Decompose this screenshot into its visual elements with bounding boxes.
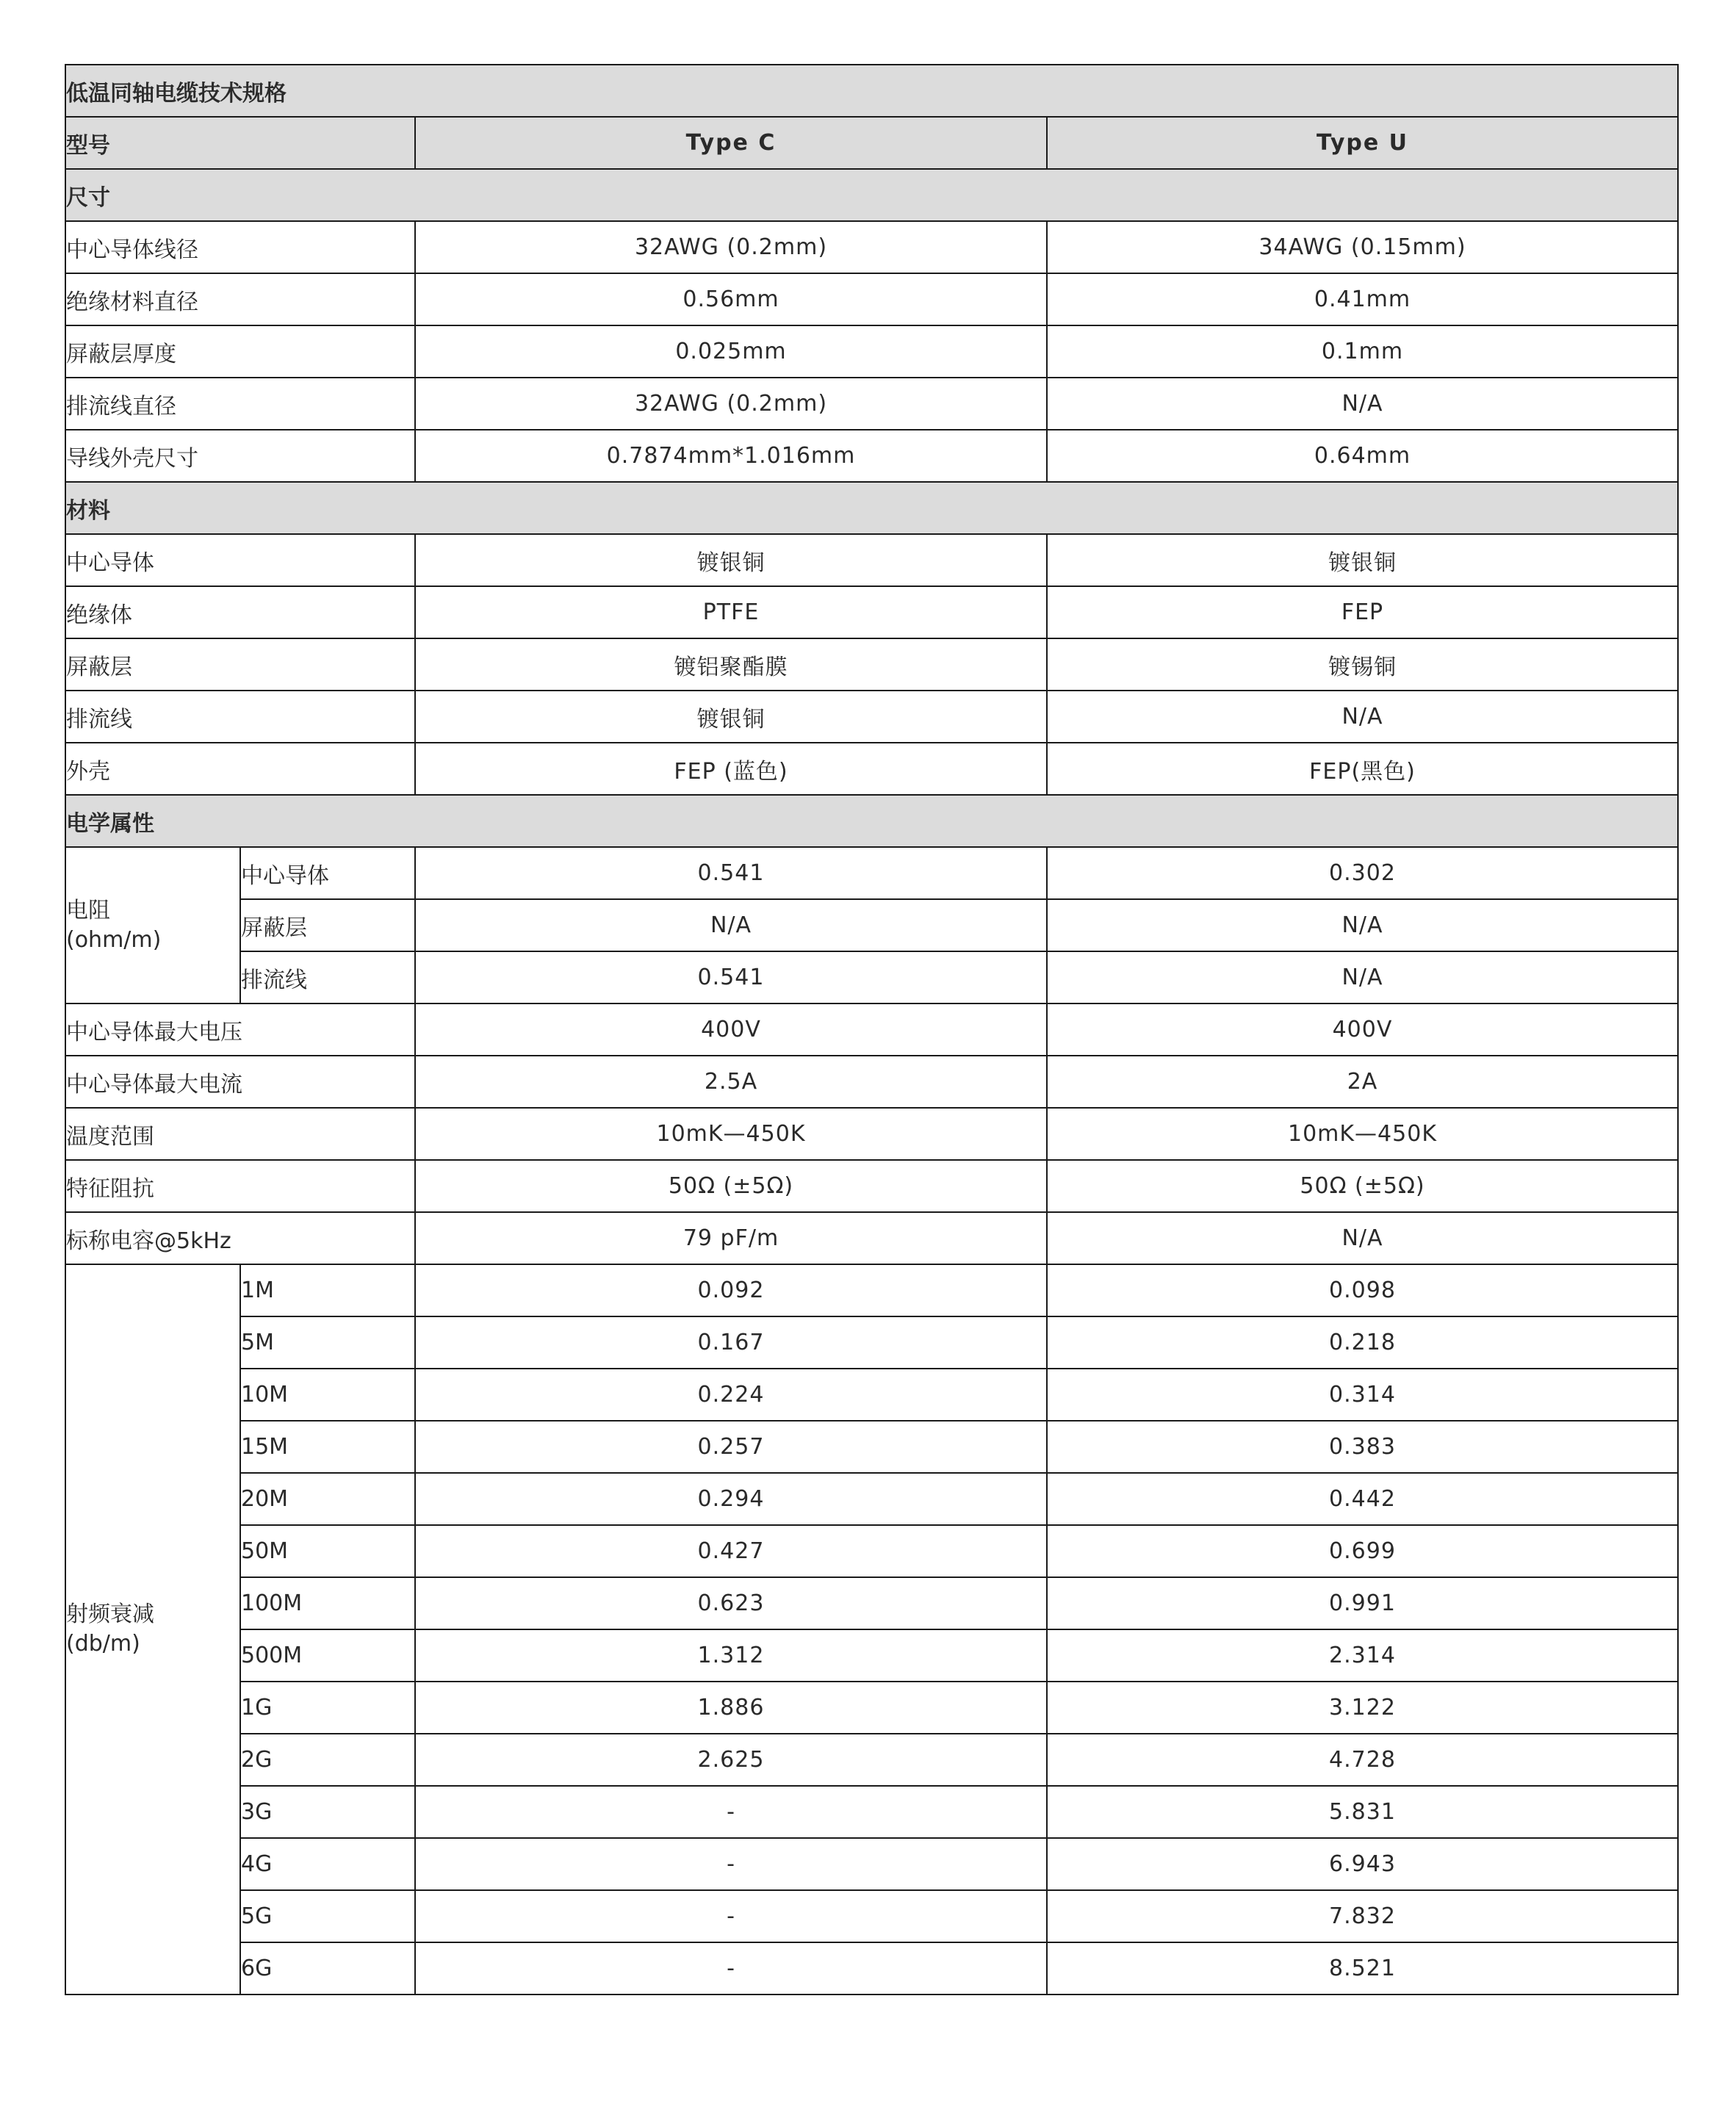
type-u-value: 8.521 — [1047, 1942, 1678, 1995]
attenuation-row — [65, 1942, 1678, 1995]
resistance-label-name: 电阻 — [66, 897, 110, 923]
type-c-value: 0.224 — [415, 1369, 1047, 1421]
resistance-sub-label: 中心导体 — [240, 847, 415, 899]
type-u-value: N/A — [1047, 691, 1678, 743]
type-u-value: 50Ω (±5Ω) — [1047, 1160, 1678, 1212]
attenuation-label-name: 射频衰减 — [66, 1601, 154, 1627]
resistance-row — [65, 951, 1678, 1003]
row-label: 绝缘材料直径 — [65, 273, 415, 325]
attenuation-label-unit: (db/m) — [66, 1631, 140, 1657]
type-u-value: 7.832 — [1047, 1890, 1678, 1942]
attenuation-sub-label: 6G — [240, 1942, 415, 1995]
dimension-row — [65, 430, 1678, 482]
type-c-value: 0.427 — [415, 1525, 1047, 1577]
table-title: 低温同轴电缆技术规格 — [65, 65, 1678, 117]
row-label: 屏蔽层 — [65, 638, 415, 691]
type-c-value: 0.541 — [415, 847, 1047, 899]
type-c-value: 镀银铜 — [415, 691, 1047, 743]
type-u-value: 2A — [1047, 1056, 1678, 1108]
type-u-value: 0.699 — [1047, 1525, 1678, 1577]
attenuation-row — [65, 1682, 1678, 1734]
attenuation-sub-label: 3G — [240, 1786, 415, 1838]
type-u-value: 镀银铜 — [1047, 534, 1678, 586]
row-label: 导线外壳尺寸 — [65, 430, 415, 482]
attenuation-row — [65, 1838, 1678, 1890]
material-row — [65, 534, 1678, 586]
type-c-value: - — [415, 1890, 1047, 1942]
electrical-row — [65, 1160, 1678, 1212]
type-c-value: 0.7874mm*1.016mm — [415, 430, 1047, 482]
attenuation-sub-label: 50M — [240, 1525, 415, 1577]
type-c-value: 镀铝聚酯膜 — [415, 638, 1047, 691]
electrical-row — [65, 1003, 1678, 1056]
type-c-value: 0.092 — [415, 1264, 1047, 1316]
attenuation-row — [65, 1369, 1678, 1421]
title-row — [65, 65, 1678, 117]
type-c-value: 79 pF/m — [415, 1212, 1047, 1264]
dimension-row — [65, 378, 1678, 430]
section-title-electrical: 电学属性 — [65, 795, 1678, 847]
type-u-value: 0.442 — [1047, 1473, 1678, 1525]
dimension-row — [65, 273, 1678, 325]
attenuation-row — [65, 1786, 1678, 1838]
type-u-value: 0.383 — [1047, 1421, 1678, 1473]
type-c-value: 400V — [415, 1003, 1047, 1056]
attenuation-row — [65, 1421, 1678, 1473]
attenuation-sub-label: 500M — [240, 1629, 415, 1682]
type-c-value: - — [415, 1786, 1047, 1838]
type-c-value: 0.623 — [415, 1577, 1047, 1629]
resistance-row — [65, 899, 1678, 951]
row-label: 屏蔽层厚度 — [65, 325, 415, 378]
header-row — [65, 117, 1678, 169]
section-row-dimensions — [65, 169, 1678, 221]
type-c-value: 50Ω (±5Ω) — [415, 1160, 1047, 1212]
type-c-value: - — [415, 1942, 1047, 1995]
type-c-value: FEP (蓝色) — [415, 743, 1047, 795]
attenuation-group-label — [65, 1264, 240, 1995]
type-u-value: 5.831 — [1047, 1786, 1678, 1838]
material-row — [65, 743, 1678, 795]
type-u-value: 6.943 — [1047, 1838, 1678, 1890]
type-c-value: 0.56mm — [415, 273, 1047, 325]
resistance-sub-label: 屏蔽层 — [240, 899, 415, 951]
section-title-dimensions: 尺寸 — [65, 169, 1678, 221]
row-label: 特征阻抗 — [65, 1160, 415, 1212]
attenuation-sub-label: 20M — [240, 1473, 415, 1525]
type-u-value: N/A — [1047, 951, 1678, 1003]
type-u-value: 0.41mm — [1047, 273, 1678, 325]
attenuation-row — [65, 1577, 1678, 1629]
type-c-value: 0.294 — [415, 1473, 1047, 1525]
attenuation-row — [65, 1473, 1678, 1525]
type-u-value: 0.218 — [1047, 1316, 1678, 1369]
material-row — [65, 691, 1678, 743]
spec-table-body — [65, 65, 1678, 1995]
spec-table — [65, 64, 1679, 1995]
section-row-electrical — [65, 795, 1678, 847]
dimension-row — [65, 325, 1678, 378]
resistance-row — [65, 847, 1678, 899]
electrical-row — [65, 1108, 1678, 1160]
attenuation-sub-label: 5G — [240, 1890, 415, 1942]
type-c-value: 32AWG (0.2mm) — [415, 378, 1047, 430]
type-c-value: 2.5A — [415, 1056, 1047, 1108]
attenuation-sub-label: 1G — [240, 1682, 415, 1734]
attenuation-sub-label: 100M — [240, 1577, 415, 1629]
type-u-value: 0.991 — [1047, 1577, 1678, 1629]
type-u-header: Type U — [1047, 117, 1678, 169]
material-row — [65, 586, 1678, 638]
type-c-value: 0.167 — [415, 1316, 1047, 1369]
type-u-value: 2.314 — [1047, 1629, 1678, 1682]
row-label: 中心导体最大电压 — [65, 1003, 415, 1056]
dimension-row — [65, 221, 1678, 273]
type-u-value: 400V — [1047, 1003, 1678, 1056]
material-row — [65, 638, 1678, 691]
type-u-value: FEP(黑色) — [1047, 743, 1678, 795]
type-c-value: 1.886 — [415, 1682, 1047, 1734]
type-c-value: 1.312 — [415, 1629, 1047, 1682]
attenuation-row — [65, 1890, 1678, 1942]
attenuation-sub-label: 4G — [240, 1838, 415, 1890]
type-c-value: - — [415, 1838, 1047, 1890]
attenuation-row — [65, 1734, 1678, 1786]
row-label: 绝缘体 — [65, 586, 415, 638]
type-c-value: 32AWG (0.2mm) — [415, 221, 1047, 273]
type-u-value: N/A — [1047, 899, 1678, 951]
type-c-header: Type C — [415, 117, 1047, 169]
type-u-value: 4.728 — [1047, 1734, 1678, 1786]
attenuation-sub-label: 5M — [240, 1316, 415, 1369]
model-header-label: 型号 — [65, 117, 415, 169]
row-label: 标称电容@5kHz — [65, 1212, 415, 1264]
type-u-value: N/A — [1047, 1212, 1678, 1264]
type-u-value: FEP — [1047, 586, 1678, 638]
row-label: 排流线 — [65, 691, 415, 743]
row-label: 中心导体最大电流 — [65, 1056, 415, 1108]
type-c-value: PTFE — [415, 586, 1047, 638]
row-label: 温度范围 — [65, 1108, 415, 1160]
resistance-group-label — [65, 847, 240, 1003]
attenuation-sub-label: 2G — [240, 1734, 415, 1786]
type-u-value: 0.64mm — [1047, 430, 1678, 482]
type-c-value: N/A — [415, 899, 1047, 951]
row-label: 中心导体 — [65, 534, 415, 586]
type-u-value: 10mK—450K — [1047, 1108, 1678, 1160]
attenuation-row — [65, 1264, 1678, 1316]
type-c-value: 0.257 — [415, 1421, 1047, 1473]
type-u-value: 0.302 — [1047, 847, 1678, 899]
type-c-value: 0.025mm — [415, 325, 1047, 378]
attenuation-row — [65, 1629, 1678, 1682]
resistance-label-unit: (ohm/m) — [66, 926, 162, 953]
attenuation-sub-label: 10M — [240, 1369, 415, 1421]
attenuation-sub-label: 15M — [240, 1421, 415, 1473]
type-u-value: 0.098 — [1047, 1264, 1678, 1316]
section-title-materials: 材料 — [65, 482, 1678, 534]
attenuation-row — [65, 1316, 1678, 1369]
attenuation-row — [65, 1525, 1678, 1577]
row-label: 排流线直径 — [65, 378, 415, 430]
type-u-value: N/A — [1047, 378, 1678, 430]
row-label: 外壳 — [65, 743, 415, 795]
type-u-value: 0.314 — [1047, 1369, 1678, 1421]
type-c-value: 0.541 — [415, 951, 1047, 1003]
row-label: 中心导体线径 — [65, 221, 415, 273]
type-u-value: 34AWG (0.15mm) — [1047, 221, 1678, 273]
type-c-value: 10mK—450K — [415, 1108, 1047, 1160]
type-u-value: 镀锡铜 — [1047, 638, 1678, 691]
type-c-value: 2.625 — [415, 1734, 1047, 1786]
resistance-sub-label: 排流线 — [240, 951, 415, 1003]
type-u-value: 3.122 — [1047, 1682, 1678, 1734]
type-u-value: 0.1mm — [1047, 325, 1678, 378]
electrical-row — [65, 1212, 1678, 1264]
electrical-row — [65, 1056, 1678, 1108]
attenuation-sub-label: 1M — [240, 1264, 415, 1316]
section-row-materials — [65, 482, 1678, 534]
type-c-value: 镀银铜 — [415, 534, 1047, 586]
